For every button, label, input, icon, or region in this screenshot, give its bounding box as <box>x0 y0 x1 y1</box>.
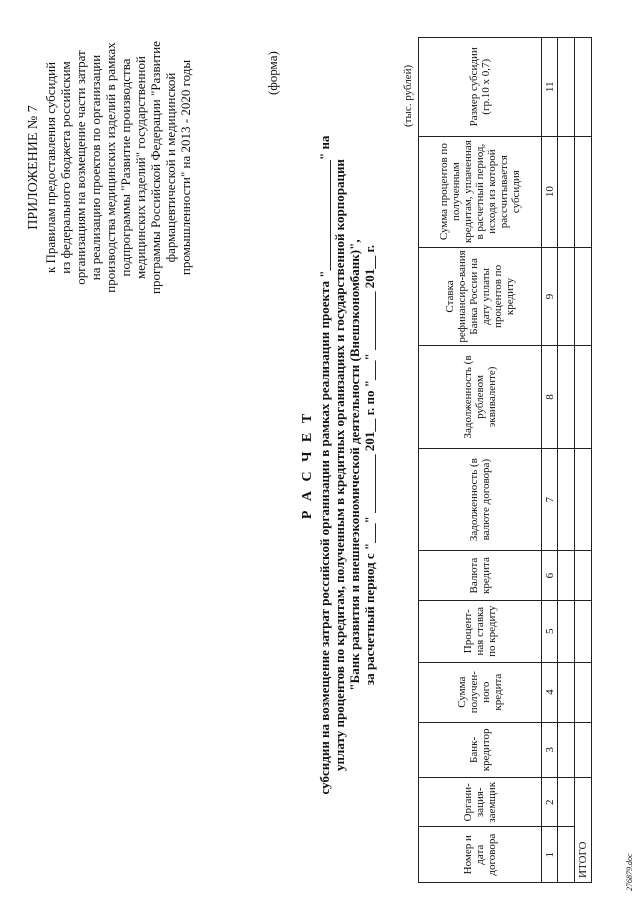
header-cell: Сумма получен-ного кредита <box>419 662 542 722</box>
annex-block <box>26 40 193 295</box>
header-cell: Задолженность (в рублевом эквиваленте) <box>419 346 542 449</box>
column-number: 10 <box>542 136 558 247</box>
column-number: 9 <box>542 247 558 345</box>
calculation-heading <box>300 45 377 885</box>
annex-line: медицинских изделий" государственной <box>133 56 148 279</box>
annex-line: производства медицинских изделий в рамках <box>103 42 118 293</box>
header-cell: Органи-зация-заемщик <box>419 778 542 827</box>
heading-title: Р А С Ч Е Т <box>300 410 315 520</box>
header-cell: Ставка рефинансиро-вания Банка России на дату уплаты процентов по кредиту <box>419 247 542 345</box>
header-cell: Номер и дата договора <box>419 827 542 883</box>
annex-line: из федерального бюджета российским <box>58 61 73 274</box>
header-row <box>419 38 542 883</box>
header-cell: Валюта кредита <box>419 551 542 600</box>
column-number: 3 <box>542 722 558 778</box>
annex-line: фармацевтической и медицинской <box>163 72 178 263</box>
column-number: 11 <box>542 38 558 137</box>
annex-title: ПРИЛОЖЕНИЕ № 7 <box>26 105 41 230</box>
column-number: 4 <box>542 662 558 722</box>
column-number: 6 <box>542 551 558 600</box>
total-label: ИТОГО <box>575 778 592 883</box>
units-label: (тыс. рублей) <box>402 64 414 127</box>
column-number: 7 <box>542 448 558 551</box>
header-cell: Процент-ная ставка по кредиту <box>419 600 542 662</box>
column-number: 8 <box>542 346 558 449</box>
heading-line: уплату процентов по кредитам, полученным в кредитных организациях и государственной корпорации <box>332 159 347 771</box>
document-id: 276879.doc <box>625 853 634 891</box>
header-cell: Банк-кредитор <box>419 722 542 778</box>
column-number: 5 <box>542 600 558 662</box>
column-number: 1 <box>542 827 558 883</box>
annex-line: на реализацию проектов по организации <box>88 54 103 281</box>
annex-line: программы Российской Федерации "Развитие <box>148 41 163 294</box>
form-label: (форма) <box>265 51 280 95</box>
header-cell: Сумма процентов по полученным кредитам, уплаченная в расчетный период, исходя из которой рассчитывается субсидия <box>419 136 542 247</box>
subsidy-table <box>418 37 592 883</box>
annex-line: организациям на возмещение части затрат <box>73 50 88 285</box>
empty-data-row <box>558 38 575 883</box>
heading-line: за расчетный период с "___" _________ 201__ г. по "___" _________ 201__ г. <box>362 244 377 686</box>
annex-line: к Правилам предоставления субсидий <box>43 61 58 274</box>
column-number: 2 <box>542 778 558 827</box>
column-number-row <box>542 38 558 883</box>
heading-line: субсидии на возмещение затрат российской организации в рамках реализации проекта "_________________" на <box>317 135 332 795</box>
annex-line: подпрограммы "Развитие производства <box>118 58 133 277</box>
header-cell: Задолженность (в валюте договора) <box>419 448 542 551</box>
header-cell: Размер субсидии (гр.10 х 0,7) <box>419 38 542 137</box>
total-row <box>575 38 592 883</box>
annex-line: промышленности" на 2013 - 2020 годы <box>178 59 193 276</box>
heading-line: "Банк развития и внешнеэкономической деятельности (Внешэкономбанк)", <box>347 239 362 691</box>
